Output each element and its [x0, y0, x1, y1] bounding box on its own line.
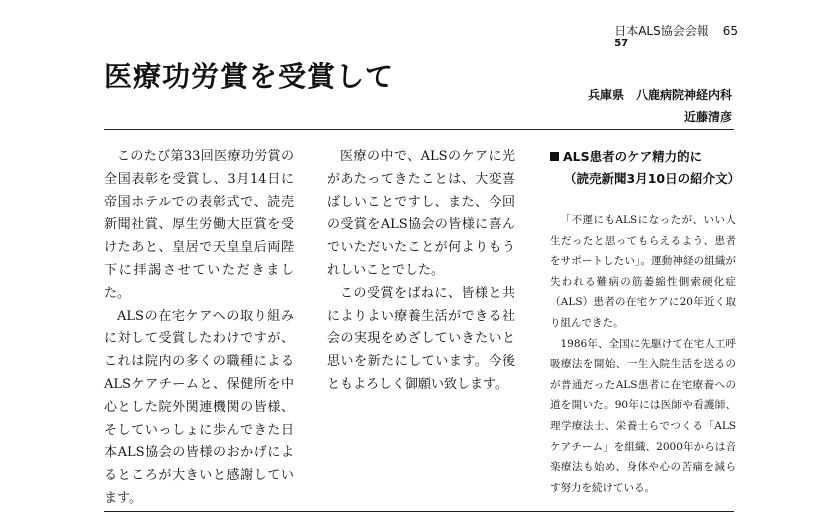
running-header — [614, 24, 738, 50]
sidebar-heading — [550, 146, 736, 168]
page-number: 65 — [722, 24, 738, 38]
article-paragraph: 医療の中で、ALSのケアに光があたってきたことは、大変喜ばしいことですし、また、今回の受賞をALS協会の皆様に喜んでいただいたことが何よりもうれしいことでした。 — [327, 149, 515, 278]
sidebar-paragraph: 1986年、全国に先駆けて在宅人工呼吸療法を開始、一生入院生活を送るのが普通だったALS患者に在宅療養への道を開いた。90年には医師や看護師、理学療法士、栄養士らでつくる「ALSケアチーム」を組織、2000年からは音楽療法も始め、身体や心の苦痛を減らす努力を続けている。 — [550, 337, 736, 494]
author-name: 近藤清彦 — [683, 110, 732, 124]
sidebar-body — [550, 210, 736, 498]
sidebar-heading-text: ALS患者のケア精力的に — [563, 149, 703, 164]
article-paragraph: この受賞をばねに、皆様と共によりよい療養生活ができる社会の実現をめざしていきたいと思いを新たにしています。今後ともよろしく御願い致します。 — [327, 285, 515, 392]
bottom-divider — [104, 511, 734, 512]
author-block — [588, 84, 732, 128]
article-column-1 — [104, 146, 294, 511]
issue-number: 57 — [614, 38, 629, 49]
sidebar-paragraph: 「不運にもALSになったが、いい人生だったと思ってもらえるよう、患者をサポートしたい」。運動神経の組織が失われる難病の筋萎縮性側索硬化症（ALS）患者の在宅ケアに20年近く取り組んできた。 — [550, 214, 736, 329]
article-title: 医療功労賞を受賞して — [104, 60, 395, 93]
article-paragraph: このたび第33回医療功労賞の全国表彰を受賞し、3月14日に帝国ホテルでの表彰式で、読売新聞社賞、厚生労働大臣賞を受けたあと、皇居で天皇皇后両陛下に拝謁させていただきました。 — [104, 149, 294, 301]
top-divider — [104, 129, 734, 130]
sidebar-box — [550, 146, 741, 498]
author-affiliation: 兵庫県 八鹿病院神経内科 — [587, 88, 732, 102]
article-column-2 — [327, 146, 515, 397]
article-paragraph: ALSの在宅ケアへの取り組みに対して受賞したわけですが、これは院内の多くの職種によるALSケアチームと、保健所を中心とした院外関連機関の皆様、そしていっしょに歩んできた日本ALS協会の皆様のおかげによるところが大きいと感謝しています。 — [104, 308, 294, 506]
black-square-icon — [550, 152, 559, 161]
sidebar-subheading: （読売新聞3月10日の紹介文） — [564, 171, 741, 186]
publication-name: 日本ALS協会会報 — [614, 24, 709, 38]
